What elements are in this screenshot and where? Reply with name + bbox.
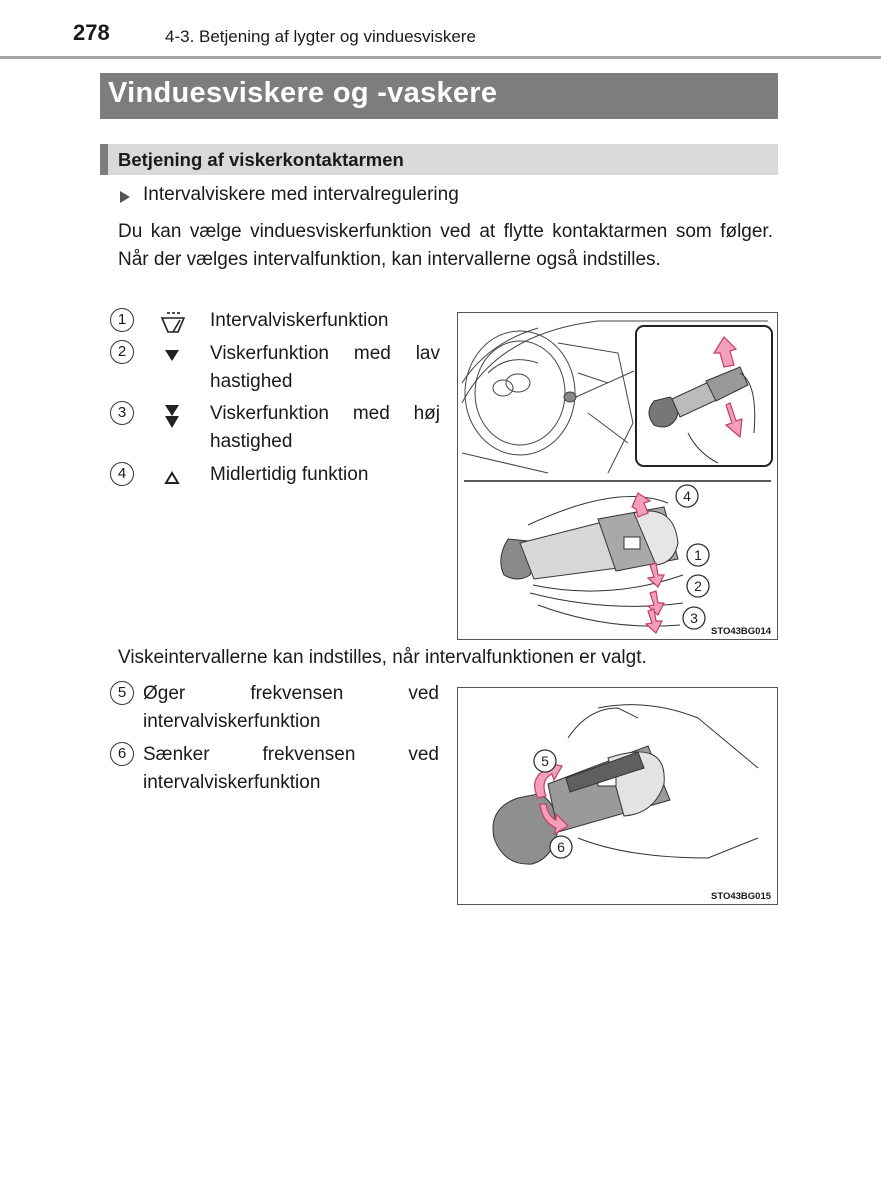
mode-2-number: 2 (110, 340, 134, 364)
page-number: 278 (73, 20, 110, 45)
double-arrow-down-icon (164, 404, 180, 430)
figure2-code: STO43BG015 (711, 891, 772, 902)
single-arrow-down-icon (164, 348, 180, 362)
subsection-accent (100, 144, 108, 175)
figure1-callout-4: 4 (683, 488, 691, 504)
bullet-triangle-icon (120, 191, 130, 203)
interval-paragraph: Viskeintervallerne kan indstilles, når intervalfunktionen er valgt. (118, 647, 647, 668)
intro-paragraph: Du kan vælge vinduesviskerfunktion ved at flytte kontaktarmen som følger. Når der vælges intervalfunktion, kan intervallerne også indstilles. (118, 221, 773, 270)
figure1-callout-2: 2 (694, 578, 702, 594)
figure-interval-ring (457, 687, 778, 905)
mode-4-text: Midlertidig funktion (210, 464, 369, 485)
adjust-5-number: 5 (110, 681, 134, 705)
figure2-callout-5: 5 (541, 753, 549, 769)
header-divider (0, 56, 881, 59)
mode-3-number: 3 (110, 401, 134, 425)
outline-arrow-up-icon (164, 471, 180, 485)
adjust-5-text: Øger frekvensen ved intervalviskerfunktion (143, 683, 439, 732)
section-breadcrumb: 4-3. Betjening af lygter og vinduesviskere (165, 27, 476, 46)
figure1-callout-1: 1 (694, 547, 702, 563)
figure1-code: STO43BG014 (711, 626, 772, 637)
mode-3-text: Viskerfunktion med høj hastighed (210, 403, 440, 452)
mode-1-number: 1 (110, 308, 134, 332)
figure-lever-positions (457, 312, 778, 640)
adjust-6-text: Sænker frekvensen ved intervalviskerfunktion (143, 744, 439, 793)
mode-4-number: 4 (110, 462, 134, 486)
mode-1-text: Intervalviskerfunktion (210, 310, 389, 331)
mode-2-text: Viskerfunktion med lav hastighed (210, 343, 440, 392)
figure2-callout-6: 6 (557, 839, 565, 855)
subsection-title: Betjening af viskerkontaktarmen (118, 149, 404, 170)
lever-illustration (458, 313, 777, 639)
wiper-interval-icon (158, 311, 188, 335)
ring-illustration (458, 688, 777, 904)
adjust-6-number: 6 (110, 742, 134, 766)
figure1-callout-3: 3 (690, 610, 698, 626)
bullet-text: Intervalviskere med intervalregulering (143, 184, 459, 205)
chapter-title: Vinduesviskere og -vaskere (108, 77, 498, 109)
